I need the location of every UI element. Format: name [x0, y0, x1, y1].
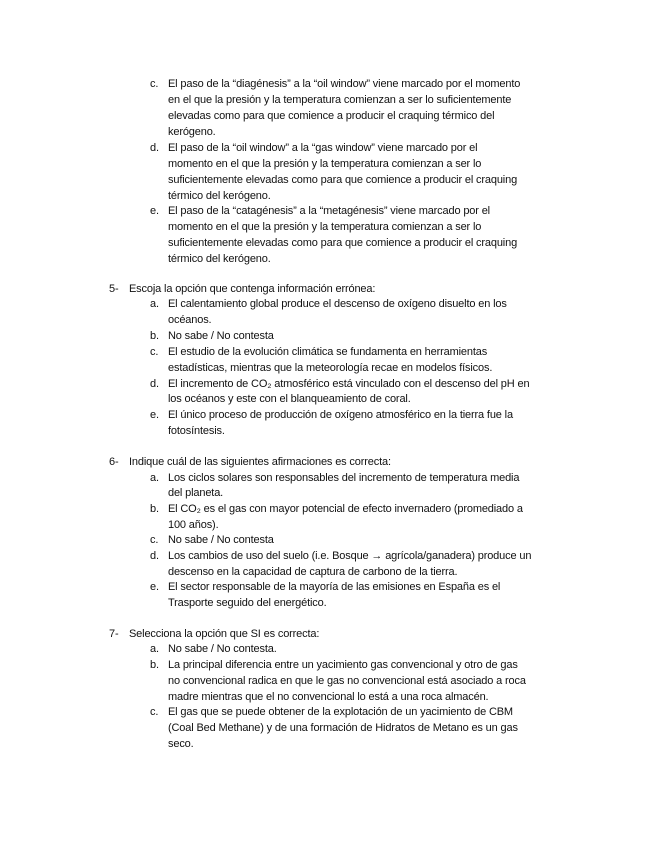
option-label: a.: [150, 298, 159, 310]
option-label: a.: [150, 643, 159, 655]
option-text-line: fotosíntesis.: [168, 425, 225, 437]
option-label: c.: [150, 706, 159, 718]
option-text-line: La principal diferencia entre un yacimiento gas convencional y otro de gas: [168, 659, 518, 671]
option-text-line: los océanos y este con el blanqueamiento de coral.: [168, 393, 411, 405]
option-text-line: no convencional radica en que le gas no convencional está asociado a roca: [168, 675, 526, 687]
option-text-line: El gas que se puede obtener de la explotación de un yacimiento de CBM: [168, 706, 513, 718]
option-text-line: No sabe / No contesta.: [168, 643, 277, 655]
option-text-line: del planeta.: [168, 487, 224, 499]
option-text-line: en el que la presión y la temperatura comienzan a ser lo suficientemente: [168, 94, 512, 106]
option-text-line: térmico del kerógeno.: [168, 190, 271, 202]
option-text-line: descenso en la capacidad de captura de carbono de la tierra.: [168, 566, 458, 578]
option-text-line: estadísticas, mientras que la meteorología recae en modelos físicos.: [168, 362, 493, 374]
option-text-line: 100 años).: [168, 519, 219, 531]
option-text-line: El incremento de CO₂ atmosférico está vinculado con el descenso del pH en: [168, 378, 530, 390]
option-text-line: momento en el que la presión y la temperatura comienzan a ser lo: [168, 221, 482, 233]
option-text-line: El sector responsable de la mayoría de las emisiones en España es el: [168, 581, 501, 593]
option-label: a.: [150, 472, 159, 484]
option-label: d.: [150, 142, 159, 154]
question-text: Indique cuál de las siguientes afirmaciones es correcta:: [129, 456, 391, 468]
question-number: 6-: [109, 456, 119, 468]
option-text-line: Los ciclos solares son responsables del incremento de temperatura media: [168, 472, 520, 484]
option-label: b.: [150, 330, 159, 342]
option-text-line: (Coal Bed Methane) y de una formación de Hidratos de Metano es un gas: [168, 722, 518, 734]
option-label: e.: [150, 205, 159, 217]
option-text-line: térmico del kerógeno.: [168, 253, 271, 265]
option-label: c.: [150, 78, 159, 90]
option-label: e.: [150, 581, 159, 593]
option-label: d.: [150, 378, 159, 390]
option-text-line: elevadas como para que comience a producir el craquing térmico del: [168, 110, 495, 122]
option-text-line: El calentamiento global produce el descenso de oxígeno disuelto en los: [168, 298, 507, 310]
option-label: d.: [150, 550, 159, 562]
option-text-line: suficientemente elevadas como para que comience a producir el craquing: [168, 174, 518, 186]
option-text-line: momento en el que la presión y la temperatura comienzan a ser lo: [168, 158, 482, 170]
option-label: b.: [150, 659, 159, 671]
option-text-line: madre mientras que el no convencional lo está a una roca almacén.: [168, 691, 489, 703]
option-text-line: océanos.: [168, 314, 212, 326]
question-number: 7-: [109, 628, 119, 640]
option-text-line: El único proceso de producción de oxígeno atmosférico en la tierra fue la: [168, 409, 513, 421]
question-text: Selecciona la opción que SI es correcta:: [129, 628, 320, 640]
option-text-line: suficientemente elevadas como para que comience a producir el craquing: [168, 237, 518, 249]
option-text-line: El estudio de la evolución climática se fundamenta en herramientas: [168, 346, 488, 358]
question-number: 5-: [109, 283, 119, 295]
option-text-line: El paso de la “catagénesis” a la “metagénesis” viene marcado por el: [168, 205, 490, 217]
option-text-line: No sabe / No contesta: [168, 330, 274, 342]
question-text: Escoja la opción que contenga información errónea:: [129, 283, 376, 295]
option-label: c.: [150, 534, 159, 546]
option-label: b.: [150, 503, 159, 515]
option-text-line: kerógeno.: [168, 126, 216, 138]
option-text-line: No sabe / No contesta: [168, 534, 274, 546]
option-label: e.: [150, 409, 159, 421]
option-text-line: El paso de la “oil window” a la “gas window” viene marcado por el: [168, 142, 478, 154]
option-label: c.: [150, 346, 159, 358]
option-text-line: seco.: [168, 738, 194, 750]
option-text-line: El paso de la “diagénesis” a la “oil window” viene marcado por el momento: [168, 78, 521, 90]
option-text-line: Los cambios de uso del suelo (i.e. Bosque → agrícola/ganadera) produce un: [168, 550, 532, 562]
option-text-line: El CO₂ es el gas con mayor potencial de efecto invernadero (promediado a: [168, 503, 523, 515]
option-text-line: Trasporte seguido del energético.: [168, 597, 327, 609]
